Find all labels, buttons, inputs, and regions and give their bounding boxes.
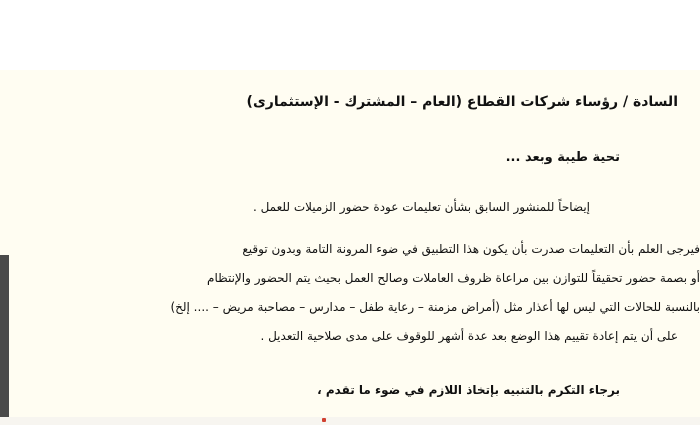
- bottom-strip: [0, 417, 700, 425]
- body-line-2: أو بصمة حضور تحقيقاً للتوازن بين مراعاة ظروف العاملات وصالح العمل بحيث يتم الحضور والإنتظام: [207, 271, 700, 285]
- body-line-4: على أن يتم إعادة تقييم هذا الوضع بعد عدة أشهر للوقوف على مدى صلاحية التعديل .: [260, 329, 678, 343]
- greeting-line: تحية طيبة وبعد ...: [505, 150, 620, 165]
- body-line-3: بالنسبة للحالات التي ليس لها أعذار مثل (أمراض مزمنة – رعاية طفل – مدارس – مصاحبة مريض – .... إلخ): [170, 300, 700, 314]
- intro-paragraph: إيضاحاً للمنشور السابق بشأن تعليمات عودة حضور الزميلات للعمل .: [252, 200, 590, 214]
- document-page: [0, 70, 700, 417]
- addressee-line: السادة / رؤساء شركات القطاع (العام – المشترك - الإستثمارى): [246, 94, 678, 110]
- red-mark: [322, 418, 326, 422]
- body-line-1: فيرجى العلم بأن التعليمات صدرت بأن يكون هذا التطبيق في ضوء المرونة التامة وبدون توقيع: [242, 242, 700, 256]
- closing-line: برجاء التكرم بالتنبيه بإتخاذ اللازم في ضوء ما تقدم ،: [317, 383, 620, 397]
